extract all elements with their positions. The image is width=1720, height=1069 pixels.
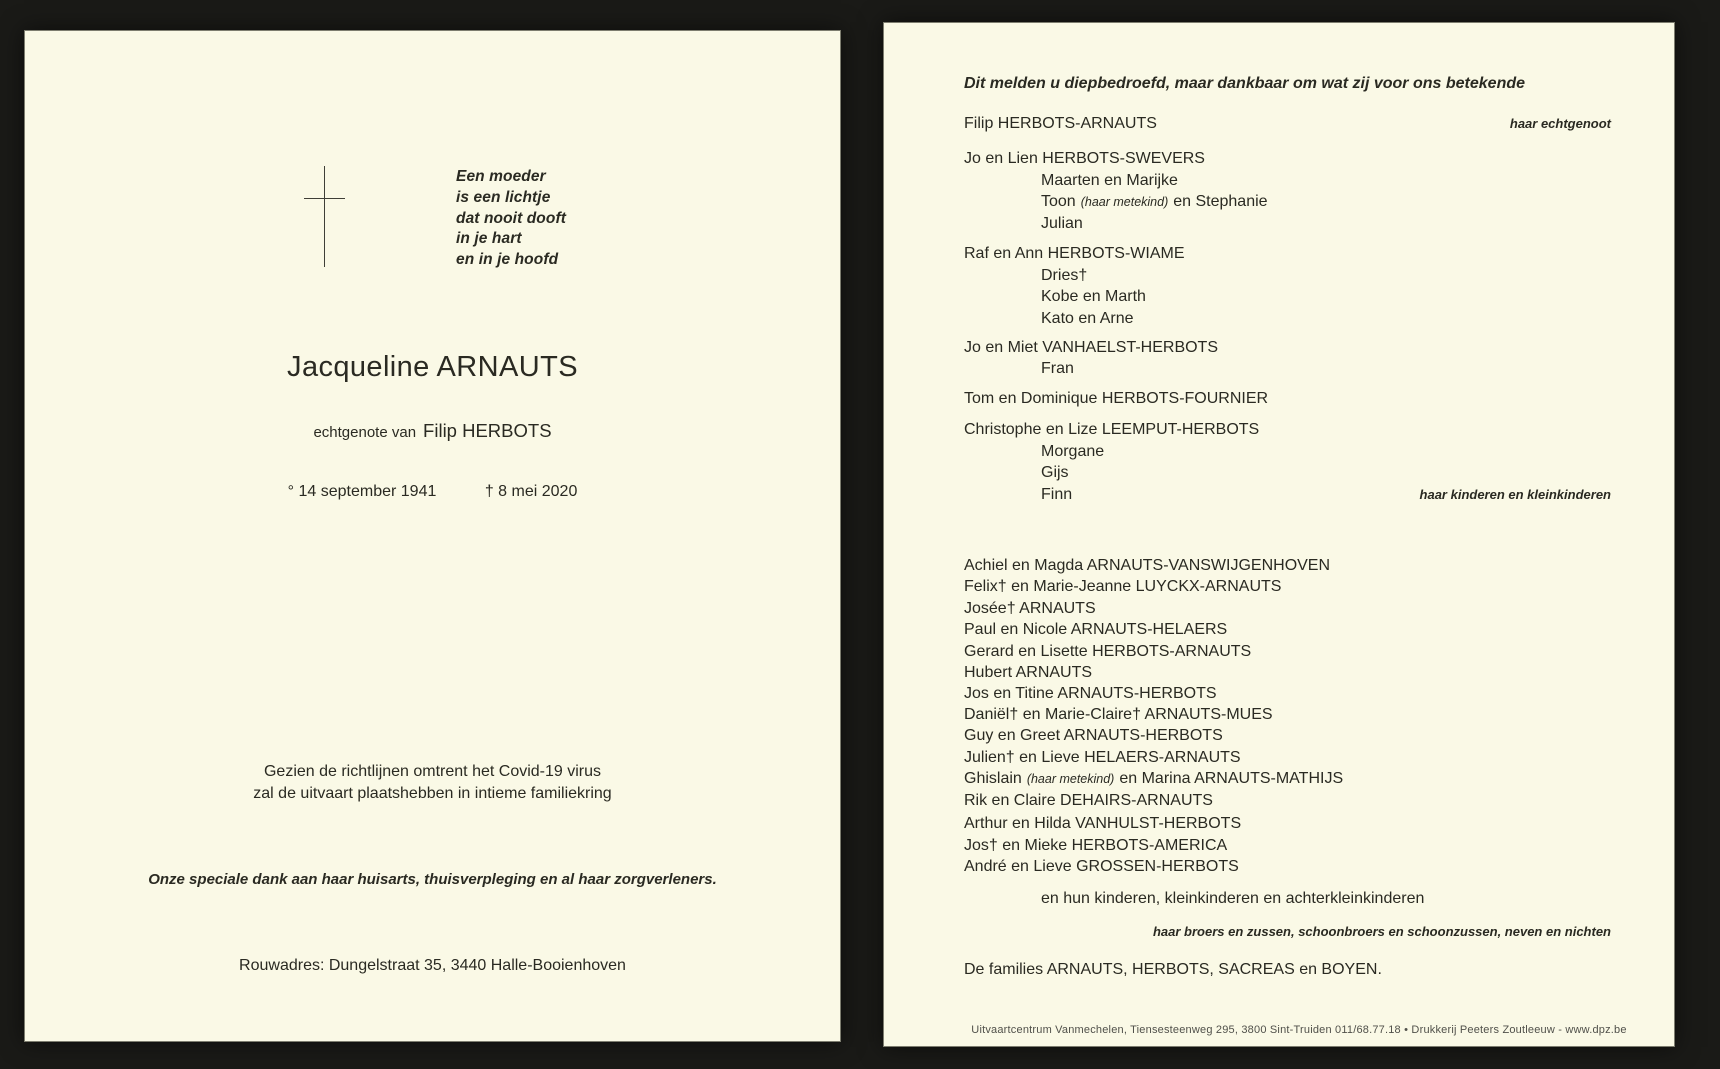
funeral-notice-line: Gezien de richtlijnen omtrent het Covid-19 virus <box>263 763 602 780</box>
grandchild-line: Kobe en Marth <box>1041 288 1146 305</box>
family-member: Paul en Nicole ARNAUTS-HELAERS <box>964 621 1228 638</box>
memorial-card-back <box>883 22 1675 1047</box>
life-dates <box>25 483 840 501</box>
grandchild-line: Morgane <box>1041 443 1105 460</box>
poem-line: en in je hoofd <box>456 251 559 269</box>
grandchild-partner: en Stephanie <box>1173 193 1268 210</box>
intro-line: Dit melden u diepbedroefd, maar dankbaar om wat zij voor ons betekende <box>964 75 1526 92</box>
family-member: André en Lieve GROSSEN-HERBOTS <box>964 858 1239 875</box>
grandchild-line: Julian <box>1041 215 1083 232</box>
family-member: Julien† en Lieve HELAERS-ARNAUTS <box>964 749 1241 766</box>
funeral-notice <box>25 761 840 805</box>
funeral-home-credit: Uitvaartcentrum Vanmechelen, Tiensesteenweg 295, 3800 Sint-Truiden 011/68.77.18 • Drukkerij Peeters Zoutleeuw - www.dpz.be <box>971 1024 1627 1036</box>
grandchild-line: Fran <box>1041 360 1074 377</box>
family-member: Gerard en Lisette HERBOTS-ARNAUTS <box>964 643 1252 660</box>
poem-line: is een lichtje <box>456 188 551 206</box>
death-date: † 8 mei 2020 <box>484 483 578 500</box>
husband-name: Filip HERBOTS-ARNAUTS <box>964 115 1157 132</box>
family-group-head: Raf en Ann HERBOTS-WIAME <box>964 245 1185 262</box>
family-member: Rik en Claire DEHAIRS-ARNAUTS <box>964 792 1213 809</box>
family-group-head: Jo en Miet VANHAELST-HERBOTS <box>964 339 1218 356</box>
thanks-line: Onze speciale dank aan haar huisarts, thuisverpleging en al haar zorgverleners. <box>148 871 717 888</box>
family-member-partner: en Marina ARNAUTS-MATHIJS <box>1119 770 1344 787</box>
mourning-address: Rouwadres: Dungelstraat 35, 3440 Halle-Booienhoven <box>239 957 626 974</box>
cross-icon-vertical <box>324 166 325 267</box>
family-member: Felix† en Marie-Jeanne LUYCKX-ARNAUTS <box>964 578 1282 595</box>
family-member: Achiel en Magda ARNAUTS-VANSWIJGENHOVEN <box>964 557 1331 574</box>
deceased-name: Jacqueline ARNAUTS <box>287 351 578 383</box>
descendants-line: en hun kinderen, kleinkinderen en achterkleinkinderen <box>1041 890 1425 907</box>
family-member <box>964 768 1343 790</box>
grandchild-line: Dries† <box>1041 267 1088 284</box>
family-member: Arthur en Hilda VANHULST-HERBOTS <box>964 815 1242 832</box>
family-group-head: Jo en Lien HERBOTS-SWEVERS <box>964 150 1205 167</box>
spouse-name: Filip HERBOTS <box>423 420 552 441</box>
godchild-note: (haar metekind) <box>1080 195 1169 209</box>
family-group-head: Christophe en Lize LEEMPUT-HERBOTS <box>964 421 1260 438</box>
family-member-name: Ghislain <box>964 770 1022 787</box>
grandchild-line: Kato en Arne <box>1041 310 1134 327</box>
memorial-card-front <box>24 30 841 1042</box>
grandchild-name: Toon <box>1041 193 1076 210</box>
godchild-note: (haar metekind) <box>1026 772 1115 786</box>
poem-line: dat nooit dooft <box>456 209 566 227</box>
spouse-line <box>25 420 840 442</box>
grandchild-line: Finn <box>1041 486 1073 503</box>
family-member: Jos en Titine ARNAUTS-HERBOTS <box>964 685 1217 702</box>
relation-children: haar kinderen en kleinkinderen <box>1419 487 1611 502</box>
family-member: Jos† en Mieke HERBOTS-AMERICA <box>964 837 1228 854</box>
poem-line: in je hart <box>456 230 522 248</box>
family-member: Josée† ARNAUTS <box>964 600 1096 617</box>
family-member: Hubert ARNAUTS <box>964 664 1093 681</box>
relation-siblings: haar broers en zussen, schoonbroers en schoonzussen, neven en nichten <box>1152 924 1611 939</box>
funeral-notice-line: zal de uitvaart plaatshebben in intieme familiekring <box>253 785 612 802</box>
birth-date: ° 14 september 1941 <box>287 483 437 500</box>
family-member: Daniël† en Marie-Claire† ARNAUTS-MUES <box>964 706 1273 723</box>
cross-icon-horizontal <box>304 198 345 199</box>
poem <box>456 167 566 271</box>
families-line: De families ARNAUTS, HERBOTS, SACREAS en BOYEN. <box>964 961 1382 978</box>
grandchild-line: Maarten en Marijke <box>1041 172 1178 189</box>
family-group-head: Tom en Dominique HERBOTS-FOURNIER <box>964 390 1269 407</box>
spouse-prefix: echtgenote van <box>313 424 417 441</box>
grandchild-line: Gijs <box>1041 464 1069 481</box>
family-member: Guy en Greet ARNAUTS-HERBOTS <box>964 727 1223 744</box>
poem-line: Een moeder <box>456 168 546 185</box>
relation-husband: haar echtgenoot <box>1509 116 1611 131</box>
grandchild-line <box>1041 191 1268 213</box>
